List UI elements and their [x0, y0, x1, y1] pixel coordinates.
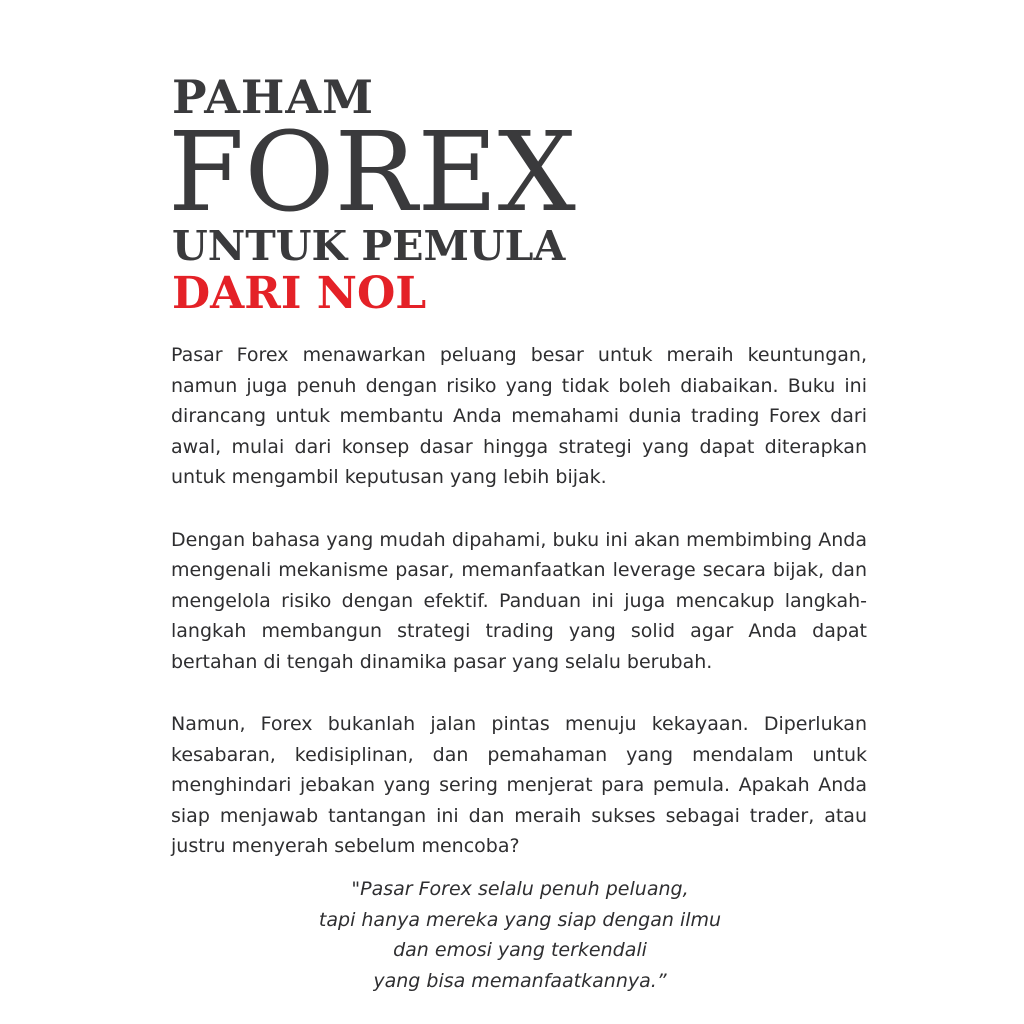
blurb-paragraph-1: Pasar Forex menawarkan peluang besar untuk meraih keuntungan, namun juga penuh dengan risiko yang tidak boleh diabaikan. Buku ini dirancang untuk membantu Anda memahami dunia trading Forex dari awal, mulai dari konsep dasar hingga strategi yang dapat diterapkan untuk mengambil keputusan yang lebih bijak. [171, 344, 867, 488]
quote-line-2: tapi hanya mereka yang siap dengan ilmu [318, 908, 722, 931]
title-forex: FOREX [168, 108, 576, 236]
quote-line-1: "Pasar Forex selalu penuh peluang, [351, 878, 689, 900]
quote-line-3: dan emosi yang terkendali [393, 939, 647, 961]
blurb-text [171, 340, 867, 894]
title-paham: PAHAM [172, 70, 375, 124]
blurb-paragraph-2: Dengan bahasa yang mudah dipahami, buku ini akan membimbing Anda mengenali mekanisme pasar, memanfaatkan leverage secara bijak, dan mengelola risiko dengan efektif. Panduan ini juga mencakup langkah-langkah membangun strategi trading yang solid agar Anda dapat bertahan di tengah dinamika pasar yang selalu berubah. [171, 528, 867, 673]
quote-line-4: yang bisa memanfaatkannya.” [373, 969, 667, 992]
blurb-paragraph-3: Namun, Forex bukanlah jalan pintas menuju kekayaan. Diperlukan kesabaran, kedisiplinan, dan pemahaman yang mendalam untuk menghindari jebakan yang sering menjerat para pemula. Apakah Anda siap menjawab tantangan ini dan meraih sukses sebagai trader, atau justru menyerah sebelum mencoba? [171, 713, 867, 857]
book-title [168, 70, 872, 320]
quote-block [172, 874, 868, 996]
title-untuk-pemula: UNTUK PEMULA [172, 222, 566, 270]
title-dari-nol: DARI NOL [172, 268, 427, 319]
